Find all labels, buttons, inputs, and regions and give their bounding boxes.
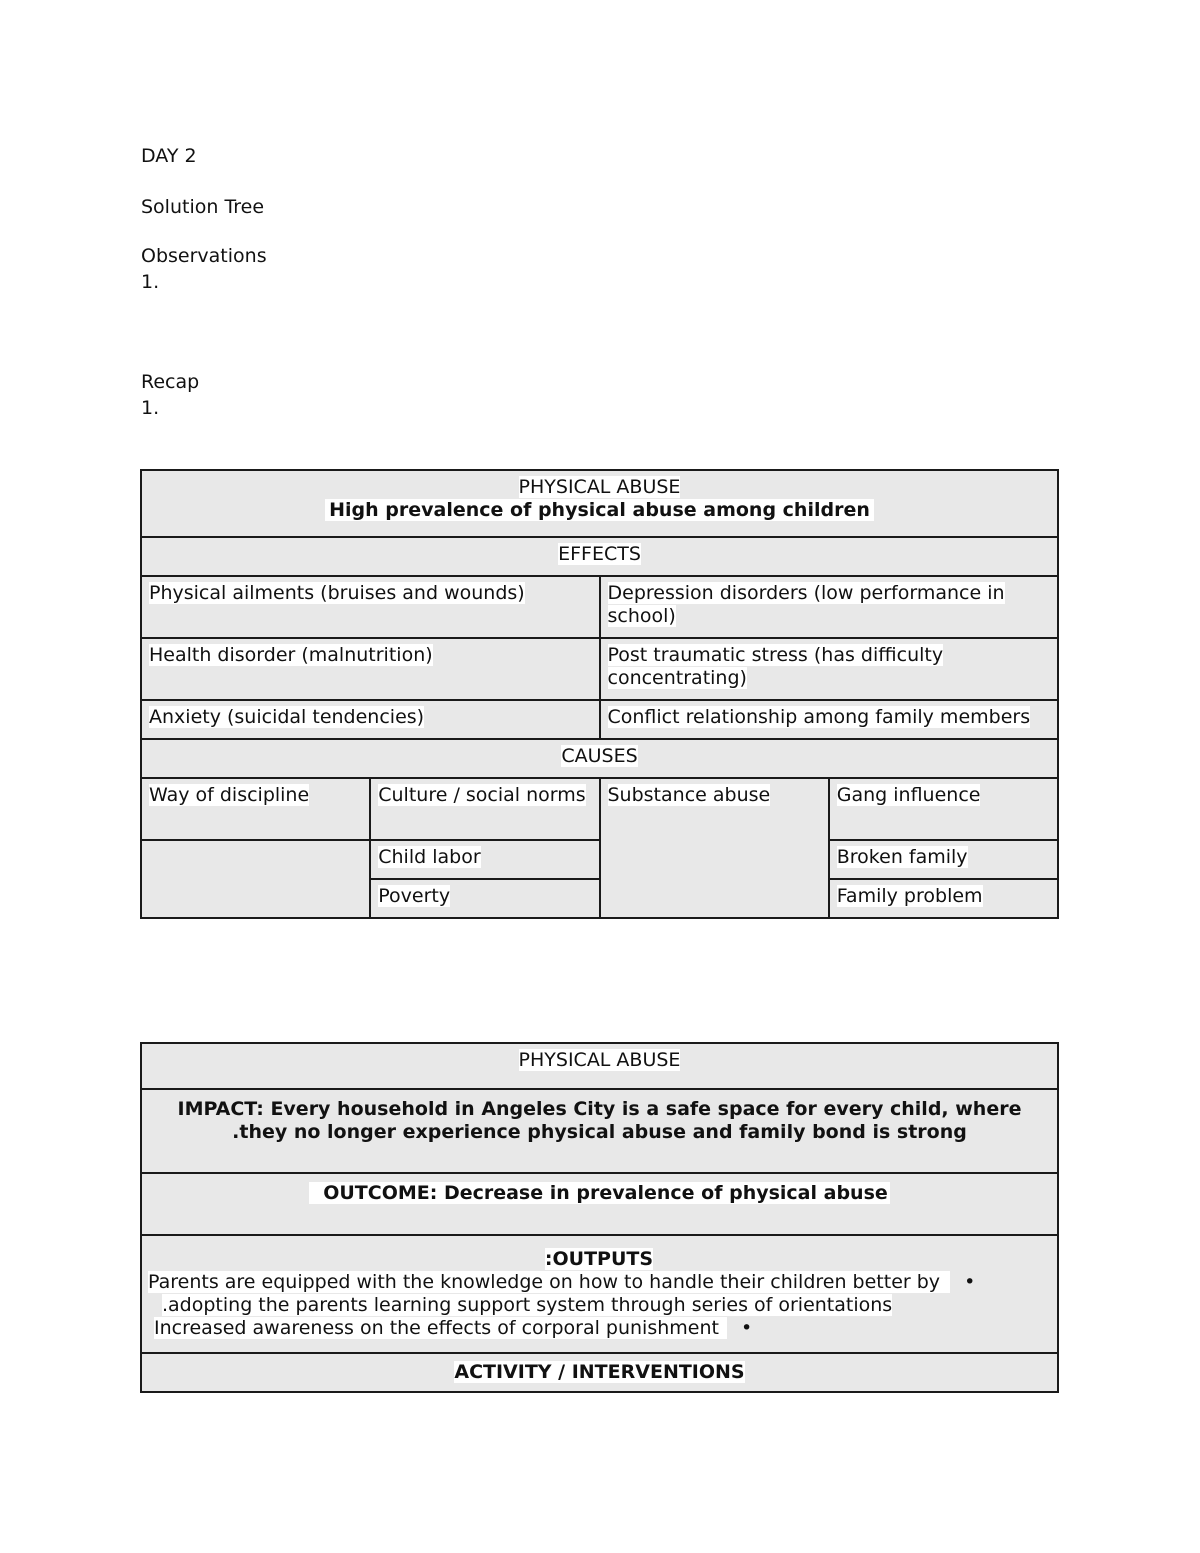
recap-item: 1. (141, 397, 160, 419)
cause-cell (829, 778, 1058, 840)
effects-header-cell (141, 537, 1058, 576)
cause-text: Way of discipline (149, 784, 310, 806)
activity-label: ACTIVITY / INTERVENTIONS (454, 1361, 745, 1383)
effect-text: Post traumatic stress (has difficulty concentrating) (607, 644, 944, 689)
causes-label: CAUSES (561, 745, 638, 767)
cause-cell (600, 778, 829, 918)
output-2: Increased awareness on the effects of corporal punishment (154, 1317, 727, 1339)
cause-cell (370, 778, 599, 840)
cause-text: Substance abuse (607, 784, 771, 806)
impact-line-1: IMPACT: Every household in Angeles City is a safe space for every child, where (177, 1098, 1022, 1120)
impact-cell (141, 1089, 1058, 1173)
bullet-icon: • (741, 1317, 753, 1339)
cause-text: Culture / social norms (378, 784, 586, 806)
effect-cell (141, 576, 600, 638)
problem-title: PHYSICAL ABUSE (518, 476, 681, 498)
outputs-label: :OUTPUTS (544, 1248, 654, 1270)
effect-cell (600, 638, 1059, 700)
outcome-text: OUTCOME: Decrease in prevalence of physical abuse (309, 1182, 890, 1204)
effect-text: Conflict relationship among family members (607, 706, 1031, 728)
effect-cell (141, 700, 600, 739)
cause-cell (829, 879, 1058, 918)
cause-cell (829, 840, 1058, 879)
cause-cell (141, 778, 370, 840)
observations-item: 1. (141, 271, 160, 293)
effect-cell (600, 576, 1059, 638)
cause-text: Poverty (378, 885, 451, 907)
solution-title: PHYSICAL ABUSE (518, 1049, 681, 1071)
output-1-line-2: .adopting the parents learning support system through series of orientations (162, 1294, 893, 1316)
problem-tree-table (140, 469, 1059, 919)
problem-header-cell (141, 470, 1058, 537)
day-label: DAY 2 (141, 145, 197, 167)
solution-tree-label: Solution Tree (141, 196, 265, 218)
effect-cell (141, 638, 600, 700)
effect-text: Depression disorders (low performance in school) (607, 582, 1005, 627)
outputs-cell (141, 1235, 1058, 1353)
cause-text: Family problem (836, 885, 983, 907)
effect-text: Physical ailments (bruises and wounds) (149, 582, 525, 604)
cause-cell (370, 879, 599, 918)
empty-cause-cell (141, 840, 370, 918)
recap-label: Recap (141, 371, 200, 393)
problem-statement: High prevalence of physical abuse among children (325, 499, 874, 521)
effect-text: Anxiety (suicidal tendencies) (149, 706, 425, 728)
solution-tree-table (140, 1042, 1059, 1393)
causes-header-cell (141, 739, 1058, 778)
output-1-line-1: Parents are equipped with the knowledge on how to handle their children better by (148, 1271, 950, 1293)
observations-label: Observations (141, 245, 267, 267)
cause-text: Child labor (378, 846, 481, 868)
activity-cell (141, 1353, 1058, 1392)
effect-text: Health disorder (malnutrition) (149, 644, 433, 666)
outcome-cell (141, 1173, 1058, 1235)
effect-cell (600, 700, 1059, 739)
solution-header-cell (141, 1043, 1058, 1089)
cause-text: Gang influence (836, 784, 981, 806)
effects-label: EFFECTS (558, 543, 641, 565)
impact-line-2: .they no longer experience physical abuse and family bond is strong (232, 1121, 967, 1143)
bullet-icon: • (964, 1271, 976, 1293)
cause-cell (370, 840, 599, 879)
cause-text: Broken family (836, 846, 968, 868)
